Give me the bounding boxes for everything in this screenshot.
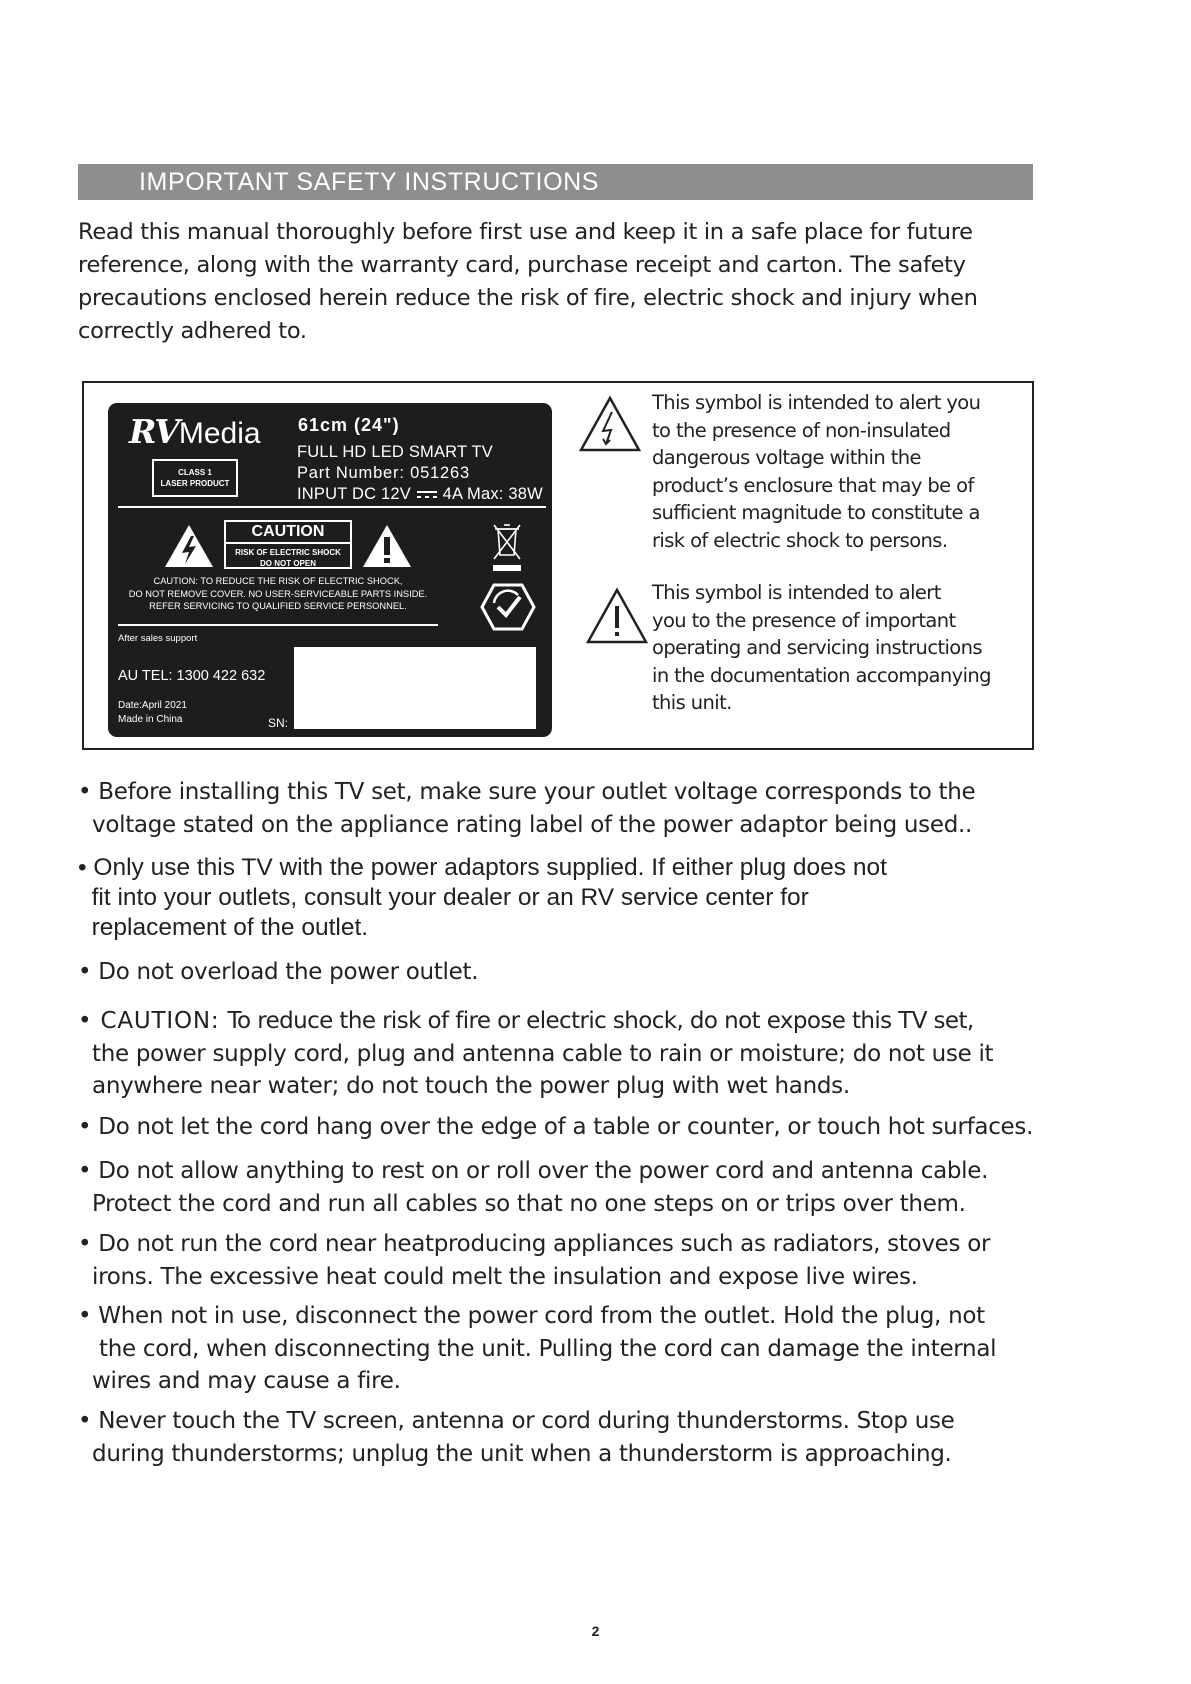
- list-item: [78, 776, 975, 841]
- symbol-description-line: you to the presence of important: [652, 608, 956, 632]
- symbol-description-line: product’s enclosure that may be of: [652, 473, 974, 497]
- power-input-voltage: INPUT DC 12V: [297, 485, 411, 503]
- list-item-line: the cord, when disconnecting the unit. Pulling the cord can damage the internal: [78, 1335, 997, 1362]
- list-item-line: • Do not allow anything to rest on or roll over the power cord and antenna cable.: [78, 1158, 989, 1184]
- lightning-warning-icon: [163, 523, 215, 569]
- list-item-line: Protect the cord and run all cables so that no one steps on or trips over them.: [78, 1190, 966, 1217]
- list-item-line: • Do not let the cord hang over the edge of a table or counter, or touch hot surfaces.: [78, 1114, 1034, 1140]
- list-item: [78, 1005, 993, 1103]
- part-number: Part Number: 051263: [297, 464, 470, 482]
- rating-label-figure: [82, 381, 1034, 750]
- intro-line: reference, along with the warranty card, purchase receipt and carton. The safety: [78, 252, 966, 278]
- list-item-line: fit into your outlets, consult your dealer or an RV service center for: [78, 884, 809, 911]
- power-input: [297, 485, 543, 504]
- laser-class-line: CLASS 1: [178, 468, 212, 477]
- symbol-description-line: risk of electric shock to persons.: [652, 528, 948, 552]
- section-title: IMPORTANT SAFETY INSTRUCTIONS: [139, 168, 600, 196]
- caution-statement-line: CAUTION: TO REDUCE THE RISK OF ELECTRIC SHOCK,: [153, 576, 403, 586]
- exclamation-warning-icon: [361, 523, 413, 569]
- exclamation-symbol-description: [652, 579, 991, 717]
- symbol-description-line: This symbol is intended to alert you: [652, 391, 981, 414]
- laser-class-badge: [152, 459, 238, 497]
- list-item: [78, 1228, 990, 1293]
- after-sales-label: After sales support: [118, 633, 198, 644]
- power-input-current: 4A Max: 38W: [442, 485, 543, 503]
- serial-number-label: SN:: [268, 716, 289, 730]
- symbol-description-line: this unit.: [652, 691, 732, 714]
- country-of-origin: Made in China: [118, 714, 183, 725]
- caution-do-not-open: DO NOT OPEN: [259, 559, 316, 568]
- list-item-line: • Never touch the TV screen, antenna or cord during thunderstorms. Stop use: [78, 1408, 955, 1434]
- brand-logo-rv: RV: [129, 412, 179, 451]
- manufacture-date: Date:April 2021: [118, 700, 187, 711]
- caution-subtitle: RISK OF ELECTRIC SHOCK: [235, 548, 341, 557]
- screen-size: 61cm (24"): [298, 415, 400, 435]
- list-item-line: wires and may cause a fire.: [78, 1368, 401, 1394]
- list-item-line: during thunderstorms; unplug the unit when a thunderstorm is approaching.: [78, 1440, 952, 1467]
- weee-bin-icon: [488, 521, 526, 573]
- lightning-symbol-icon: [578, 395, 642, 453]
- caution-label: • CAUTION:: [78, 1008, 228, 1034]
- serial-number-field: [294, 647, 536, 729]
- rating-label-plate: [108, 403, 552, 737]
- list-item-line: • Only use this TV with the power adaptors supplied. If either plug does not: [78, 854, 887, 881]
- caution-sentence: To reduce the risk of fire or electric shock, do not expose this TV set,: [227, 1008, 974, 1034]
- list-item-line: • Before installing this TV set, make sure your outlet voltage corresponds to the: [78, 779, 976, 805]
- list-item-line: • Do not run the cord near heatproducing appliances such as radiators, stoves or: [78, 1231, 991, 1257]
- list-item: [78, 853, 887, 943]
- symbol-description-line: sufficient magnitude to constitute a: [652, 501, 980, 524]
- caution-statement-line: DO NOT REMOVE COVER. NO USER-SERVICEABLE PARTS INSIDE.: [128, 588, 428, 599]
- list-item-line: anywhere near water; do not touch the power plug with wet hands.: [78, 1073, 850, 1099]
- intro-line: precautions enclosed herein reduce the risk of fire, electric shock and injury when: [78, 285, 978, 311]
- symbol-description-line: in the documentation accompanying: [652, 663, 991, 687]
- dc-symbol-icon: [416, 490, 438, 500]
- label-divider: [118, 506, 546, 508]
- brand-logo: [129, 412, 261, 451]
- caution-title: CAUTION: [226, 522, 350, 544]
- intro-line: correctly adhered to.: [78, 318, 307, 344]
- page-number: 2: [591, 1623, 600, 1639]
- list-item: [78, 956, 478, 989]
- intro-paragraph: [78, 216, 1038, 348]
- list-item-line: the power supply cord, plug and antenna cable to rain or moisture; do not use it: [78, 1040, 994, 1067]
- symbol-description-line: to the presence of non-insulated: [652, 418, 951, 442]
- lightning-symbol-description: [652, 389, 980, 554]
- list-item-line: • When not in use, disconnect the power cord from the outlet. Hold the plug, not: [78, 1303, 985, 1329]
- list-item: [78, 1405, 955, 1470]
- laser-product-line: LASER PRODUCT: [160, 479, 230, 488]
- list-item: [78, 1300, 996, 1398]
- intro-line: Read this manual thoroughly before first use and keep it in a safe place for future: [78, 219, 973, 245]
- label-divider: [118, 624, 438, 626]
- symbol-description-line: dangerous voltage within the: [652, 446, 921, 469]
- list-item: [78, 1111, 1033, 1144]
- list-item-line: voltage stated on the appliance rating label of the power adaptor being used..: [78, 811, 973, 838]
- section-header-bar: [78, 164, 1033, 200]
- list-item-line: replacement of the outlet.: [78, 914, 369, 941]
- list-item: [78, 1155, 988, 1220]
- symbol-description-line: operating and servicing instructions: [652, 636, 982, 659]
- list-item-line: [78, 1005, 993, 1038]
- brand-logo-media: Media: [178, 417, 261, 450]
- model-name: FULL HD LED SMART TV: [297, 443, 493, 461]
- list-item-line: irons. The excessive heat could melt the insulation and expose live wires.: [78, 1263, 918, 1290]
- support-phone: AU TEL: 1300 422 632: [118, 668, 266, 684]
- caution-statement-line: REFER SERVICING TO QUALIFIED SERVICE PERSONNEL.: [149, 601, 407, 611]
- caution-statement: [118, 575, 438, 613]
- caution-box: [224, 520, 352, 569]
- symbol-description-line: This symbol is intended to alert: [652, 581, 941, 604]
- exclamation-symbol-icon: [585, 587, 649, 645]
- rcm-compliance-icon: [480, 583, 536, 631]
- list-item-line: • Do not overload the power outlet.: [78, 959, 479, 985]
